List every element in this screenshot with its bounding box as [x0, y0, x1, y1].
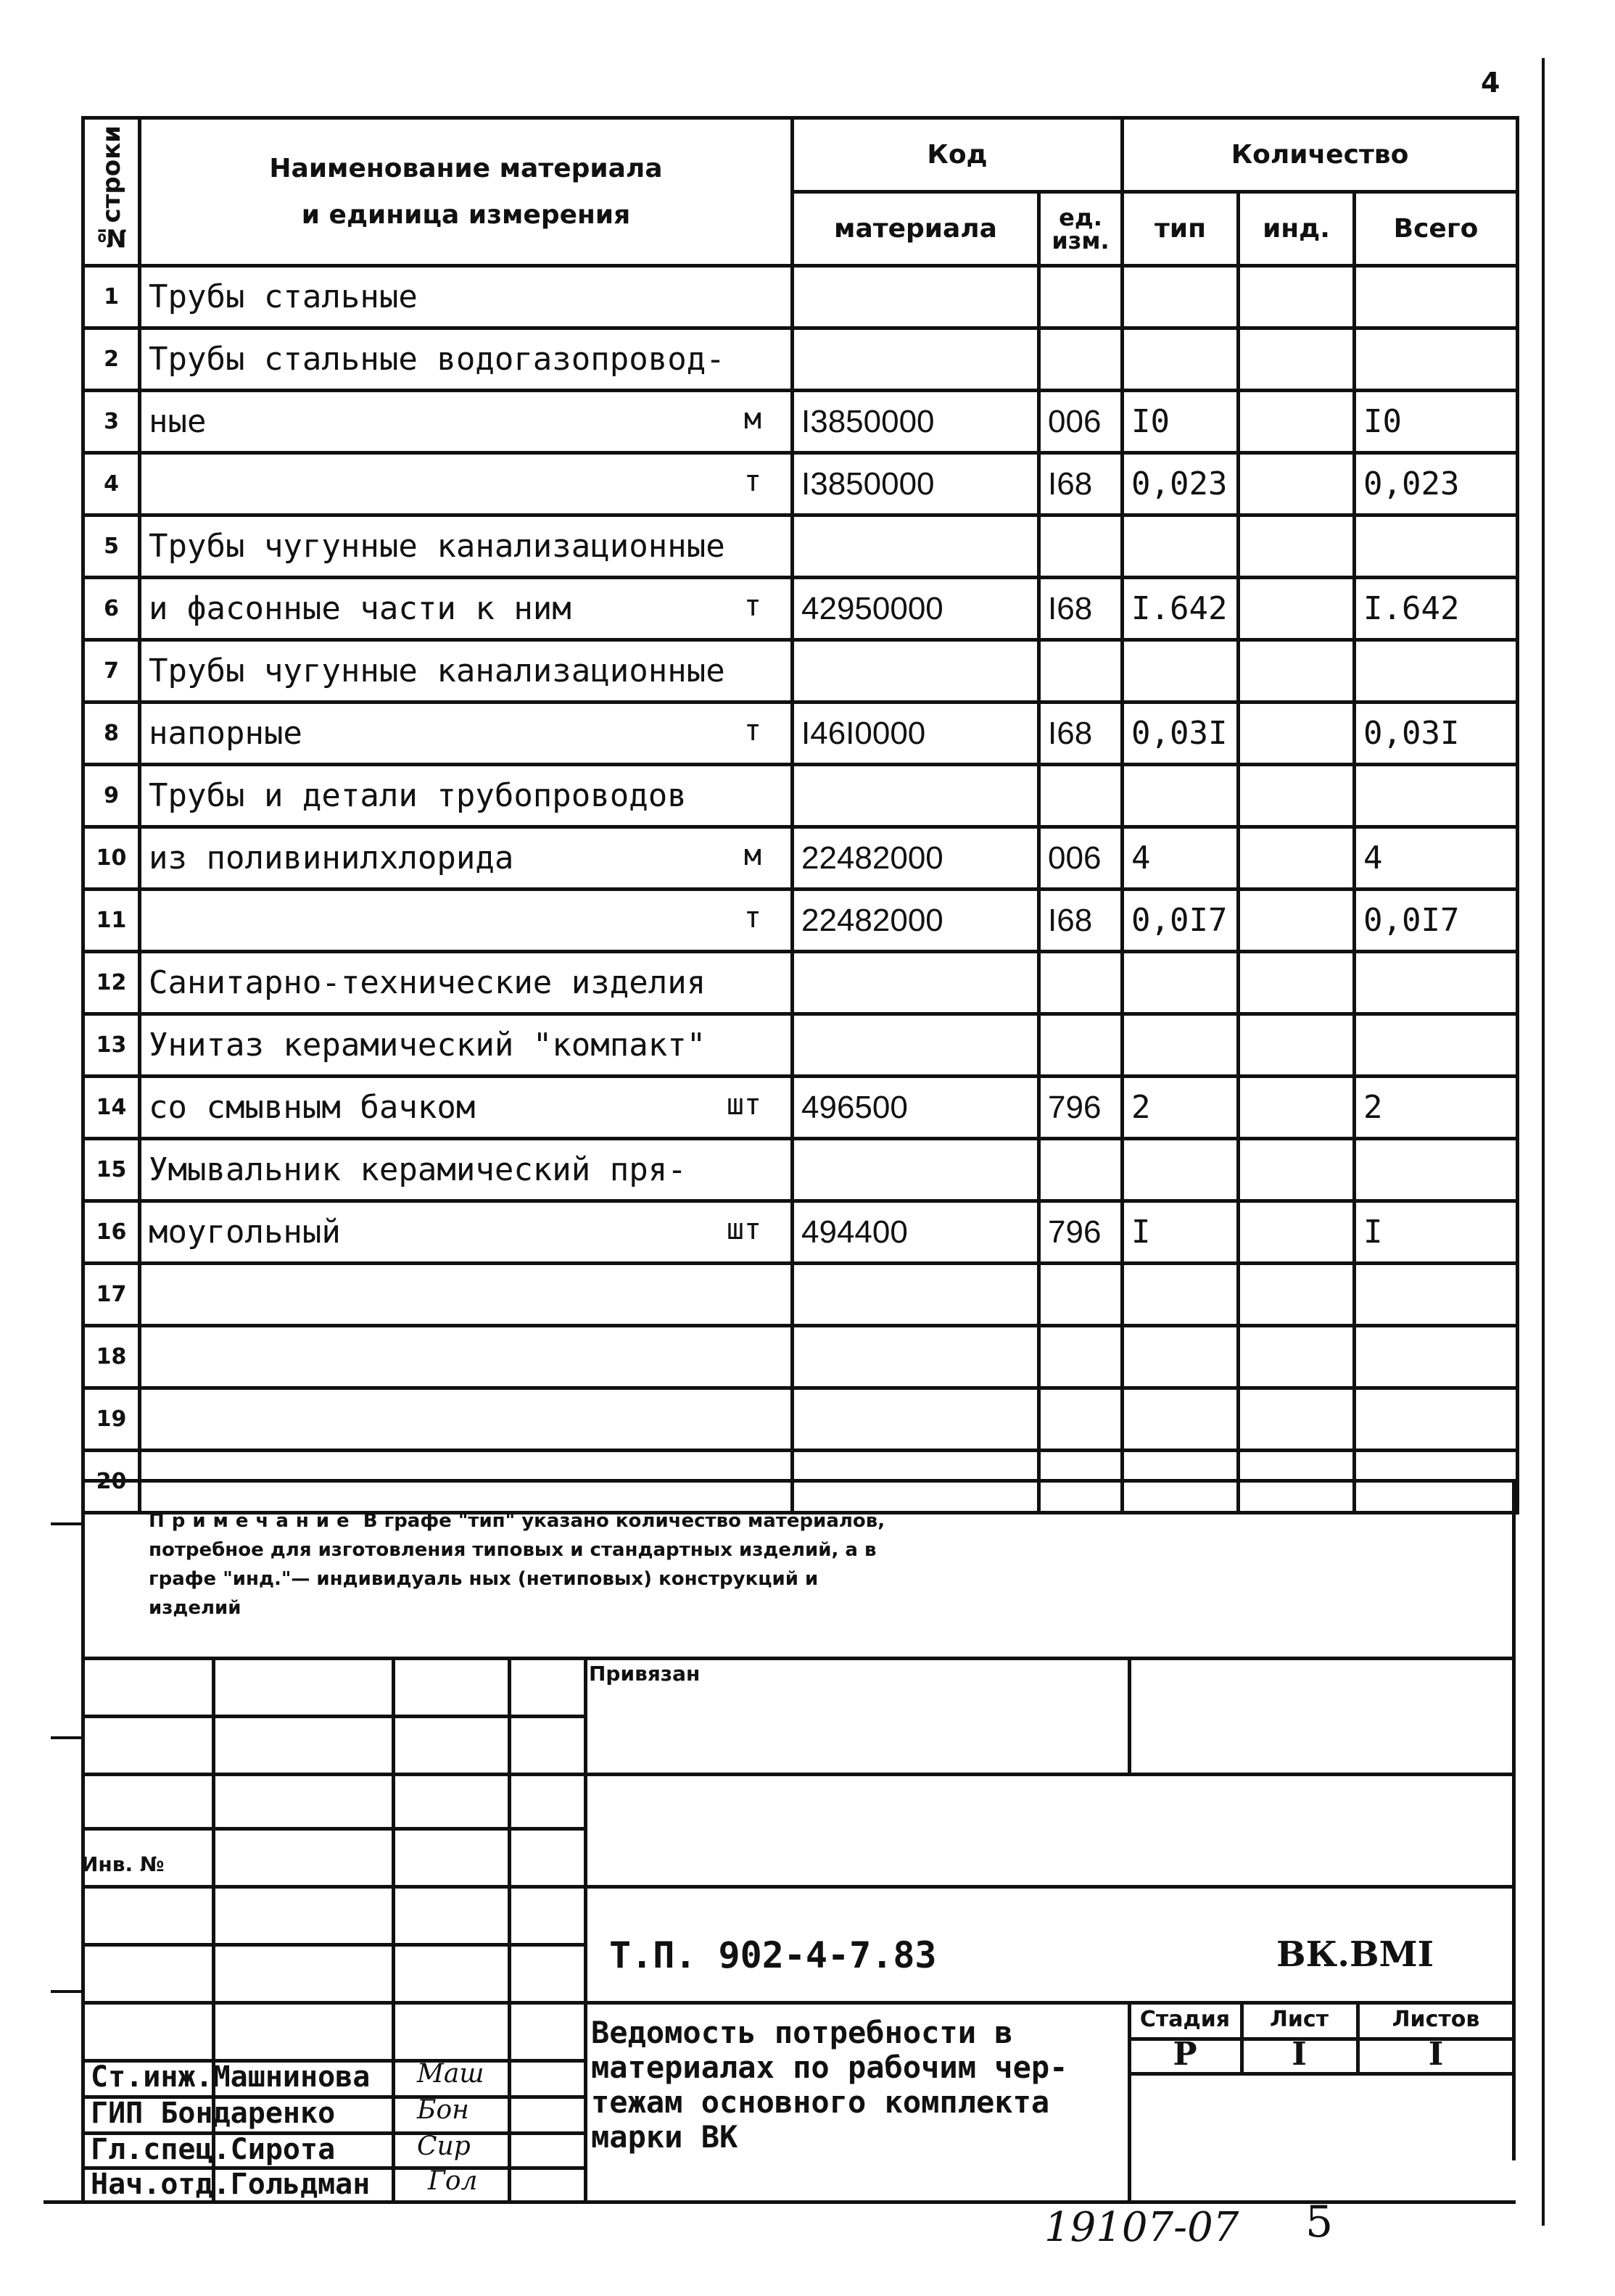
quantity-type-cell — [1123, 515, 1239, 578]
quantity-individual-cell — [1239, 952, 1355, 1014]
table-row — [83, 266, 1518, 328]
row-number-cell — [83, 1326, 140, 1388]
quantity-individual-cell — [1239, 1014, 1355, 1077]
material-name-cell — [140, 952, 793, 1014]
grid-line — [1128, 1657, 1131, 1773]
quantity-individual-cell — [1239, 640, 1355, 703]
material-name: Умывальник керамический пря- — [149, 1151, 687, 1188]
quantity-type: I.642 — [1131, 590, 1228, 627]
grid-line — [584, 1657, 587, 2204]
material-name-cell — [140, 266, 793, 328]
measure-unit: м — [743, 402, 761, 436]
quantity-individual-cell — [1239, 578, 1355, 640]
quantity-total-cell — [1355, 890, 1518, 952]
quantity-total-cell — [1355, 952, 1518, 1014]
margin-tick — [51, 1990, 83, 1993]
row-number: 3 — [104, 409, 119, 434]
unit-code-cell — [1039, 515, 1123, 578]
signature-role-1: Ст.инж.Машнинова — [91, 2060, 371, 2094]
quantity-type-cell — [1123, 328, 1239, 391]
table-row — [83, 1326, 1518, 1388]
quantity-individual-cell — [1239, 827, 1355, 890]
material-code-cell — [793, 1139, 1039, 1201]
stage-value: Р — [1173, 2036, 1197, 2073]
note-text: В графе "тип" указано количество материалов, потребное для изготовления типовых и стандартных изделий, а в графе "инд."— индивидуаль ных (нетиповых) конструкций и изделий — [149, 1510, 885, 1619]
name-header: Наименование материала и единица измерения — [140, 118, 793, 266]
grid-line — [81, 1827, 584, 1831]
unit-code-cell — [1039, 1201, 1123, 1264]
material-name-cell — [140, 453, 793, 515]
table-row — [83, 703, 1518, 765]
material-name-cell — [140, 578, 793, 640]
material-name-cell — [140, 1077, 793, 1139]
quantity-header: Количество — [1123, 118, 1518, 192]
quantity-total-cell — [1355, 1077, 1518, 1139]
handwritten-signature-1: Маш — [417, 2059, 484, 2089]
quantity-type-cell — [1123, 827, 1239, 890]
unit-code: 796 — [1048, 1214, 1102, 1250]
material-name: Унитаз керамический "компакт" — [149, 1027, 706, 1064]
row-number-cell — [83, 453, 140, 515]
quantity-total: 0,03I — [1363, 715, 1460, 752]
measure-unit: шт — [726, 1213, 761, 1246]
material-name-cell — [140, 827, 793, 890]
row-number: 10 — [96, 845, 127, 871]
material-code-cell — [793, 266, 1039, 328]
material-code-header: материала — [793, 192, 1039, 266]
quantity-total-cell — [1355, 1388, 1518, 1451]
unit-code-cell — [1039, 266, 1123, 328]
material-name-cell — [140, 1139, 793, 1201]
material-name-cell — [140, 515, 793, 578]
quantity-type-cell — [1123, 453, 1239, 515]
quantity-type-cell — [1123, 890, 1239, 952]
quantity-individual-cell — [1239, 1139, 1355, 1201]
quantity-total-cell — [1355, 453, 1518, 515]
material-name-cell — [140, 391, 793, 453]
quantity-individual-cell — [1239, 1201, 1355, 1264]
material-code: I3850000 — [801, 403, 935, 439]
row-number-cell — [83, 391, 140, 453]
grid-line — [584, 2001, 1516, 2005]
grid-line — [392, 1657, 395, 2204]
unit-code: I68 — [1048, 465, 1093, 502]
material-code-cell — [793, 1077, 1039, 1139]
note-top-border — [81, 1479, 1516, 1483]
material-name: напорные — [149, 715, 302, 752]
quantity-type: I0 — [1131, 403, 1170, 440]
material-code-cell — [793, 328, 1039, 391]
page-edge-line — [1542, 58, 1545, 2226]
quantity-type: 0,0I7 — [1131, 902, 1228, 939]
row-number-header: №строки — [83, 118, 140, 266]
total-header: Всего — [1355, 192, 1518, 266]
quantity-total-cell — [1355, 1326, 1518, 1388]
unit-code: I68 — [1048, 902, 1093, 938]
quantity-individual-cell — [1239, 453, 1355, 515]
material-name-cell — [140, 1201, 793, 1264]
quantity-total: 2 — [1363, 1089, 1383, 1126]
material-code-cell — [793, 640, 1039, 703]
quantity-total-cell — [1355, 765, 1518, 827]
quantity-total: I.642 — [1363, 590, 1460, 627]
table-row — [83, 890, 1518, 952]
row-number-cell — [83, 640, 140, 703]
quantity-type-cell — [1123, 391, 1239, 453]
quantity-type-cell — [1123, 703, 1239, 765]
row-number: 17 — [96, 1282, 127, 1307]
signature-role-2: ГИП Бондаренко — [91, 2097, 336, 2130]
quantity-total-cell — [1355, 328, 1518, 391]
row-number-cell — [83, 765, 140, 827]
row-number: 16 — [96, 1219, 127, 1245]
grid-line — [81, 1885, 584, 1889]
row-number: 9 — [104, 783, 119, 808]
project-code: Т.П. 902-4-7.83 — [609, 1934, 937, 1976]
material-name: ные — [149, 403, 207, 440]
table-row — [83, 765, 1518, 827]
measure-unit: шт — [726, 1088, 761, 1122]
material-code-cell — [793, 765, 1039, 827]
sheets-value: I — [1428, 2036, 1444, 2073]
grid-line — [584, 1773, 1516, 1776]
unit-code-cell — [1039, 765, 1123, 827]
inventory-number-label: Инв. № — [81, 1852, 165, 1876]
unit-code: I68 — [1048, 590, 1093, 626]
quantity-type: 2 — [1131, 1089, 1151, 1126]
table-row — [83, 827, 1518, 890]
table-row — [83, 1201, 1518, 1264]
row-number: 4 — [104, 471, 119, 497]
material-code-cell — [793, 890, 1039, 952]
material-name-cell — [140, 640, 793, 703]
material-code-cell — [793, 453, 1039, 515]
quantity-type-cell — [1123, 1264, 1239, 1326]
quantity-type-cell — [1123, 578, 1239, 640]
measure-unit: т — [743, 589, 761, 623]
row-number-cell — [83, 952, 140, 1014]
code-header: Код — [793, 118, 1123, 192]
material-name: Трубы стальные — [149, 278, 418, 315]
quantity-total-cell — [1355, 1139, 1518, 1201]
row-number-cell — [83, 1014, 140, 1077]
quantity-type-cell — [1123, 952, 1239, 1014]
quantity-total-cell — [1355, 1014, 1518, 1077]
handwritten-signature-2: Бон — [417, 2095, 469, 2125]
table-row — [83, 1139, 1518, 1201]
material-code: 496500 — [801, 1089, 908, 1125]
material-code-cell — [793, 1014, 1039, 1077]
row-number: 13 — [96, 1032, 127, 1058]
sheet-value: I — [1292, 2036, 1307, 2073]
quantity-individual-cell — [1239, 703, 1355, 765]
quantity-type-cell — [1123, 1077, 1239, 1139]
row-number: 1 — [104, 284, 119, 310]
table-row — [83, 391, 1518, 453]
row-number: 6 — [104, 596, 119, 621]
material-name-cell — [140, 1014, 793, 1077]
unit-code-header: ед. изм. — [1039, 192, 1123, 266]
material-name-cell — [140, 1388, 793, 1451]
document-mark: ВК.ВМI — [1276, 1934, 1434, 1975]
unit-code-cell — [1039, 1014, 1123, 1077]
table-body — [83, 266, 1518, 1513]
grid-line — [584, 1885, 1516, 1889]
privyazan-label: Привязан — [589, 1662, 701, 1686]
material-code: 22482000 — [801, 902, 943, 938]
unit-code-cell — [1039, 1139, 1123, 1201]
row-number: 8 — [104, 721, 119, 746]
grid-line — [81, 2001, 584, 2005]
quantity-type: 0,03I — [1131, 715, 1228, 752]
archive-number: 19107-07 — [1044, 2204, 1239, 2251]
quantity-type-cell — [1123, 765, 1239, 827]
material-name-cell — [140, 328, 793, 391]
unit-code-cell — [1039, 703, 1123, 765]
type-header: тип — [1123, 192, 1239, 266]
row-number-cell — [83, 578, 140, 640]
quantity-type-cell — [1123, 1201, 1239, 1264]
row-number-cell — [83, 890, 140, 952]
quantity-type-cell — [1123, 1388, 1239, 1451]
unit-code-cell — [1039, 890, 1123, 952]
table-row — [83, 640, 1518, 703]
quantity-total-cell — [1355, 578, 1518, 640]
unit-code-cell — [1039, 952, 1123, 1014]
quantity-total-cell — [1355, 1201, 1518, 1264]
quantity-type-cell — [1123, 266, 1239, 328]
material-code: I46I0000 — [801, 715, 926, 751]
material-code-cell — [793, 952, 1039, 1014]
row-number: 7 — [104, 658, 119, 684]
material-code-cell — [793, 391, 1039, 453]
signature-role-4: Нач.отд.Гольдман — [91, 2168, 371, 2201]
row-number-cell — [83, 328, 140, 391]
material-name: и фасонные части к ним — [149, 590, 571, 627]
material-name: моугольный — [149, 1214, 341, 1251]
material-name: Трубы чугунные канализационные — [149, 652, 725, 689]
row-number-cell — [83, 266, 140, 328]
quantity-total: I0 — [1363, 403, 1402, 440]
material-code-cell — [793, 1388, 1039, 1451]
measure-unit: м — [743, 839, 761, 872]
sheets-label: Листов — [1392, 2007, 1480, 2032]
title-block-right-border — [1512, 1479, 1516, 2160]
individual-header: инд. — [1239, 192, 1355, 266]
table-row — [83, 1388, 1518, 1451]
material-code-cell — [793, 578, 1039, 640]
quantity-total-cell — [1355, 827, 1518, 890]
grid-line — [81, 1943, 584, 1947]
row-number: 11 — [96, 908, 127, 933]
row-number-cell — [83, 1388, 140, 1451]
row-number-cell — [83, 1139, 140, 1201]
row-number-cell — [83, 515, 140, 578]
table-row — [83, 952, 1518, 1014]
material-code: I3850000 — [801, 465, 935, 502]
margin-tick — [51, 1736, 83, 1739]
quantity-total: 0,023 — [1363, 465, 1460, 502]
quantity-total-cell — [1355, 1264, 1518, 1326]
unit-code-cell — [1039, 1264, 1123, 1326]
margin-tick — [51, 1522, 83, 1525]
quantity-type: 0,023 — [1131, 465, 1228, 502]
measure-unit: т — [743, 714, 761, 747]
table-row — [83, 1077, 1518, 1139]
quantity-total-cell — [1355, 640, 1518, 703]
row-number: 14 — [96, 1095, 127, 1120]
unit-code-cell — [1039, 640, 1123, 703]
document-title: Ведомость потребности в материалах по рабочим чер- тежам основного комплекта марки ВК — [591, 2015, 1068, 2155]
material-name-cell — [140, 1264, 793, 1326]
row-number-cell — [83, 1201, 140, 1264]
table-row — [83, 453, 1518, 515]
handwritten-signature-4: Гол — [428, 2166, 478, 2196]
quantity-individual-cell — [1239, 890, 1355, 952]
material-name-cell — [140, 890, 793, 952]
material-name-cell — [140, 703, 793, 765]
note-label: Примечание — [149, 1510, 357, 1532]
table-row — [83, 1264, 1518, 1326]
row-number-cell — [83, 827, 140, 890]
quantity-individual-cell — [1239, 266, 1355, 328]
material-code: 22482000 — [801, 840, 943, 876]
quantity-type: I — [1131, 1214, 1151, 1251]
unit-code: 796 — [1048, 1089, 1102, 1125]
material-name: Трубы чугунные канализационные — [149, 528, 725, 565]
archive-page-number: 5 — [1305, 2197, 1334, 2247]
quantity-individual-cell — [1239, 391, 1355, 453]
material-name-cell — [140, 1326, 793, 1388]
unit-code-cell — [1039, 578, 1123, 640]
quantity-total-cell — [1355, 266, 1518, 328]
row-number: 5 — [104, 534, 119, 559]
note — [149, 1507, 910, 1622]
unit-code: I68 — [1048, 715, 1093, 751]
row-number-cell — [83, 1264, 140, 1326]
signature-role-3: Гл.спец.Сирота — [91, 2133, 336, 2166]
row-number: 19 — [96, 1406, 127, 1432]
quantity-total: 4 — [1363, 840, 1383, 876]
quantity-type-cell — [1123, 1326, 1239, 1388]
material-code-cell — [793, 1326, 1039, 1388]
quantity-individual-cell — [1239, 765, 1355, 827]
material-code-cell — [793, 1201, 1039, 1264]
material-name: из поливинилхлорида — [149, 840, 514, 876]
row-number: 2 — [104, 347, 119, 372]
quantity-type-cell — [1123, 1014, 1239, 1077]
grid-line — [508, 1657, 511, 2204]
row-number-cell — [83, 703, 140, 765]
material-name: Трубы и детали трубопроводов — [149, 777, 687, 814]
quantity-individual-cell — [1239, 1077, 1355, 1139]
row-number: 18 — [96, 1344, 127, 1369]
material-name: со смывным бачком — [149, 1089, 476, 1126]
quantity-total: I — [1363, 1214, 1383, 1251]
materials-table — [81, 116, 1519, 1514]
quantity-individual-cell — [1239, 1388, 1355, 1451]
unit-code-cell — [1039, 1077, 1123, 1139]
quantity-type-cell — [1123, 640, 1239, 703]
unit-code-cell — [1039, 1326, 1123, 1388]
row-number: 12 — [96, 970, 127, 995]
grid-line — [81, 1715, 584, 1718]
quantity-total-cell — [1355, 703, 1518, 765]
measure-unit: т — [743, 465, 761, 498]
handwritten-signature-3: Сир — [417, 2131, 471, 2161]
row-number-cell — [83, 1077, 140, 1139]
unit-code: 006 — [1048, 840, 1102, 876]
quantity-type-cell — [1123, 1139, 1239, 1201]
quantity-total: 0,0I7 — [1363, 902, 1460, 939]
quantity-individual-cell — [1239, 1264, 1355, 1326]
measure-unit: т — [743, 901, 761, 934]
material-code-cell — [793, 703, 1039, 765]
quantity-individual-cell — [1239, 515, 1355, 578]
table-row — [83, 328, 1518, 391]
grid-line — [81, 1773, 584, 1776]
material-name-cell — [140, 765, 793, 827]
unit-code-cell — [1039, 453, 1123, 515]
sheet-label: Лист — [1269, 2007, 1329, 2032]
unit-code-cell — [1039, 1388, 1123, 1451]
stage-label: Стадия — [1139, 2007, 1231, 2032]
table-row — [83, 578, 1518, 640]
material-code: 494400 — [801, 1214, 908, 1250]
quantity-type: 4 — [1131, 840, 1151, 876]
material-code-cell — [793, 827, 1039, 890]
material-code-cell — [793, 515, 1039, 578]
title-block-top-border — [81, 1657, 1516, 1660]
unit-code-cell — [1039, 328, 1123, 391]
quantity-individual-cell — [1239, 328, 1355, 391]
unit-code-cell — [1039, 391, 1123, 453]
material-name: Трубы стальные водогазопровод- — [149, 341, 725, 378]
table-row — [83, 1014, 1518, 1077]
unit-code: 006 — [1048, 403, 1102, 439]
sheet-number: 4 — [1481, 67, 1500, 99]
material-code-cell — [793, 1264, 1039, 1326]
quantity-total-cell — [1355, 391, 1518, 453]
material-code: 42950000 — [801, 590, 943, 626]
material-name: Санитарно-технические изделия — [149, 964, 706, 1001]
table-row — [83, 515, 1518, 578]
unit-code-cell — [1039, 827, 1123, 890]
quantity-individual-cell — [1239, 1326, 1355, 1388]
row-number: 15 — [96, 1157, 127, 1182]
quantity-total-cell — [1355, 515, 1518, 578]
